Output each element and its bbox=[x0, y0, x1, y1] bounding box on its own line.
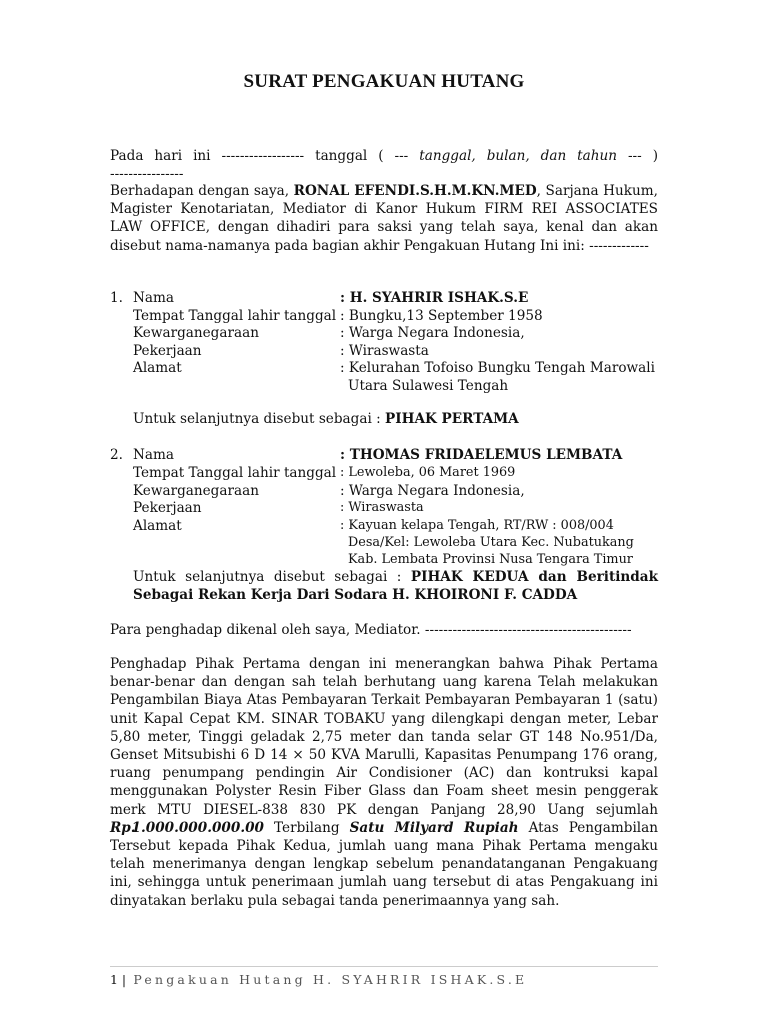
party-one-label-ttl: Tempat Tanggal lahir tanggal bbox=[133, 308, 337, 324]
party-two-address-line3: Kab. Lembata Provinsi Nusa Tengara Timur bbox=[348, 552, 633, 567]
intro-date-placeholder: tanggal, bulan, dan tahun bbox=[419, 148, 617, 164]
intro-text-a: Berhadapan dengan saya, bbox=[110, 183, 290, 199]
party-one-role: PIHAK PERTAMA bbox=[385, 411, 519, 427]
party-one-desc-text: Untuk selanjutnya disebut sebagai : bbox=[133, 411, 381, 427]
party-one-occupation: : Wiraswasta bbox=[340, 343, 429, 359]
amount-prefix: Rp. bbox=[110, 819, 136, 836]
amount-words: Satu Milyard Rupiah bbox=[349, 819, 519, 836]
party-one-label-citizenship: Kewarganegaraan bbox=[133, 325, 259, 341]
party-two-label-name: Nama bbox=[133, 447, 174, 463]
body-paragraph bbox=[110, 655, 658, 910]
party-two-label-address: Alamat bbox=[133, 518, 182, 534]
party-one-number: 1. bbox=[110, 290, 123, 306]
party-two-description bbox=[133, 568, 658, 604]
party-one-label-address: Alamat bbox=[133, 360, 182, 376]
party-two-address-line2: Desa/Kel: Lewoleba Utara Kec. Nubatukang bbox=[348, 535, 634, 550]
intro-text-b: , Sarjana Hukum, Magister Kenotariatan, Mediator di Kanor Hukum FIRM REI ASSOCIATES LAW OFFICE, dengan dihadiri para saksi yang telah saya, kenal dan akan disebut nama-namanya pada bagian akhir Pengakuan Hutang Ini ini: ------------- bbox=[110, 183, 658, 254]
party-one-name: : H. SYAHRIR ISHAK.S.E bbox=[340, 290, 529, 306]
party-one-address-line2: Utara Sulawesi Tengah bbox=[348, 378, 509, 394]
body-text-a: Penghadap Pihak Pertama dengan ini menerangkan bahwa Pihak Pertama benar-benar dan dengan sah telah berhutang uang karena Telah melakukan Pengambilan Biaya Atas Pembayaran Terkait Pembayaran Pembayaran 1 (satu) unit Kapal Cepat KM. SINAR TOBAKU yang dilengkapi dengan meter, Lebar 5,80 meter, Tinggi geladak 2,75 meter dan tanda selar GT 148 No.951/Da, Genset Mitsubishi 6 D 14 × 50 KVA Marulli, Kapasitas Penumpang 176 orang, ruang penumpang pendingin Air Condisioner (AC) dan kontruksi kapal menggunakan Polyster Resin Fiber Glass dan Foam sheet mesin penggerak merk MTU DIESEL-838 830 PK dengan Panjang 28,90 Uang sejumlah bbox=[110, 656, 658, 818]
intro-dashes: ---------------- bbox=[110, 166, 184, 182]
party-two-label-occupation: Pekerjaan bbox=[133, 500, 202, 516]
page-number: 1 | bbox=[110, 972, 127, 987]
party-one-label-occupation: Pekerjaan bbox=[133, 343, 202, 359]
body-text-b: Atas Pengambilan Tersebut kepada Pihak Kedua, jumlah uang mana Pihak Pertama mengaku telah menerimanya dengan lengkap sebelum penandatanganan Pengakuang ini, sehingga untuk penerimaan jumlah uang tersebut di atas Pengakuang ini dinyatakan berlaku pula sebagai tanda penerimaannya yang sah. bbox=[110, 819, 658, 909]
intro-date-text: Pada hari ini ------------------ tanggal ( --- bbox=[110, 148, 409, 164]
party-one-citizenship: : Warga Negara Indonesia, bbox=[340, 325, 525, 341]
intro-paragraph bbox=[110, 182, 658, 255]
mediator-line: Para penghadap dikenal oleh saya, Mediator. --------------------------------------------- bbox=[110, 622, 632, 638]
party-two-label-ttl: Tempat Tanggal lahir tanggal bbox=[133, 465, 337, 481]
party-two-occupation: : Wiraswasta bbox=[340, 500, 424, 515]
body-terbilang: Terbilang bbox=[274, 819, 340, 836]
party-two-desc-text: Untuk selanjutnya disebut sebagai : bbox=[133, 569, 402, 585]
footer-divider bbox=[110, 966, 658, 967]
party-two-ttl: : Lewoleba, 06 Maret 1969 bbox=[340, 465, 516, 480]
party-two-address-line1: : Kayuan kelapa Tengah, RT/RW : 008/004 bbox=[340, 518, 614, 533]
amount-value: 1.000.000.000.00 bbox=[131, 819, 264, 836]
party-one-address-line1: : Kelurahan Tofoiso Bungku Tengah Marowali bbox=[340, 360, 655, 376]
footer-text: Pengakuan Hutang H. SYAHRIR ISHAK.S.E bbox=[133, 972, 528, 987]
party-two-label-citizenship: Kewarganegaraan bbox=[133, 483, 259, 499]
intro-date-line bbox=[110, 147, 658, 165]
notary-name: RONAL EFENDI.S.H.M.KN.MED bbox=[293, 183, 537, 199]
party-one-description bbox=[133, 410, 519, 428]
intro-date-close: --- ) bbox=[627, 148, 659, 164]
party-one-ttl: : Bungku,13 September 1958 bbox=[340, 308, 543, 324]
party-two-number: 2. bbox=[110, 447, 123, 463]
party-two-role: PIHAK KEDUA dan Beritindak Sebagai Rekan Kerja Dari Sodara H. KHOIRONI F. CADDA bbox=[133, 569, 659, 604]
party-two-citizenship: : Warga Negara Indonesia, bbox=[340, 483, 525, 499]
document-title: SURAT PENGAKUAN HUTANG bbox=[243, 71, 525, 92]
page-footer bbox=[110, 972, 527, 987]
party-one-label-name: Nama bbox=[133, 290, 174, 306]
party-two-name: : THOMAS FRIDAELEMUS LEMBATA bbox=[340, 447, 623, 463]
